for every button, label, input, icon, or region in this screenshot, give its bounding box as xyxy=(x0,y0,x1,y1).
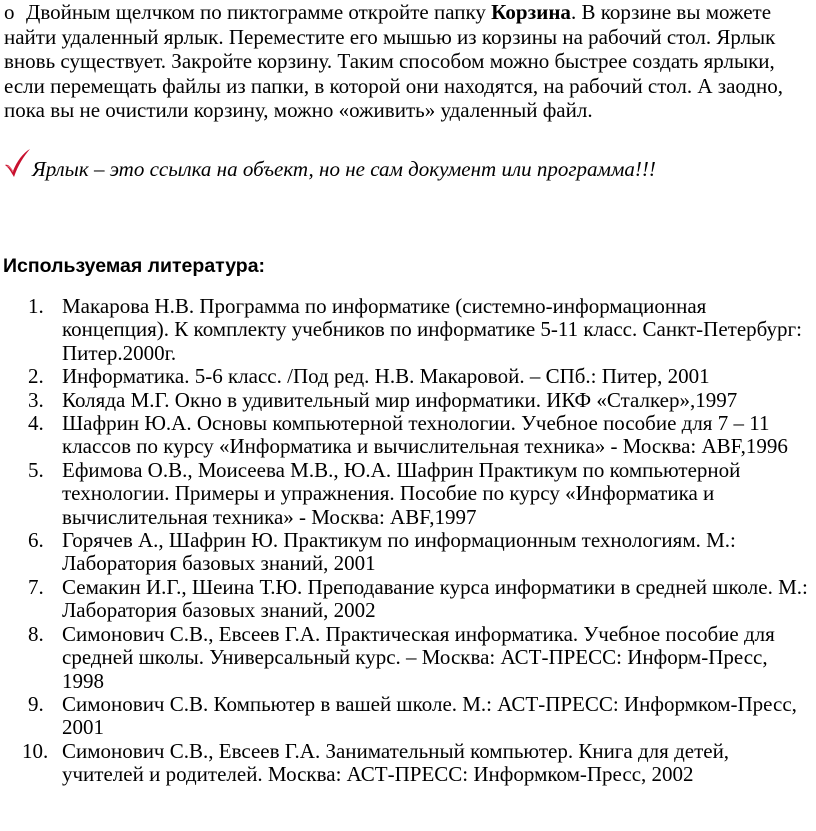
list-number: 6. xyxy=(28,528,44,553)
list-number: 10. xyxy=(22,738,49,763)
literature-text: Горячев А., Шафрин Ю. Практикум по информационным технологиям. М.: Лаборатория базовых знаний, 2001 xyxy=(62,528,736,576)
list-number: 5. xyxy=(28,457,44,482)
literature-text: Коляда М.Г. Окно в удивительный мир информатики. ИКФ «Сталкер»,1997 xyxy=(62,387,738,412)
literature-item xyxy=(0,389,816,412)
literature-item xyxy=(0,623,816,693)
checkmark-icon xyxy=(2,147,32,181)
literature-text: Симонович С.В., Евсеев Г.А. Занимательный компьютер. Книга для детей, учителей и родителей. Москва: АСТ-ПРЕСС: Информком-Пресс, 2002 xyxy=(62,738,730,787)
recycle-bin-term: Корзина xyxy=(491,0,571,24)
list-number: 1. xyxy=(28,294,44,318)
literature-item xyxy=(0,365,816,388)
list-number: 7. xyxy=(28,574,44,599)
literature-text: Симонович С.В. Компьютер в вашей школе. М.: АСТ-ПРЕСС: Информком-Пресс, 2001 xyxy=(62,691,797,740)
literature-item xyxy=(0,693,816,740)
intro-text-start: Двойным щелчком по пиктограмме откройте папку xyxy=(26,0,492,24)
list-number: 2. xyxy=(28,364,44,389)
literature-heading: Используемая литература: xyxy=(3,255,266,277)
list-number: 9. xyxy=(28,691,44,716)
literature-text: Шафрин Ю.А. Основы компьютерной технологии. Учебное пособие для 7 – 11 классов по курсу «Информатика и вычислительная техника» - Москва: ABF,1996 xyxy=(62,411,788,459)
note-text: Ярлык – это ссылка на объект, но не сам документ или программа!!! xyxy=(32,157,656,181)
bullet-marker: o xyxy=(4,0,15,24)
literature-list xyxy=(0,295,816,787)
shortcut-note xyxy=(0,147,816,187)
literature-item xyxy=(0,459,816,529)
intro-paragraph xyxy=(4,0,810,123)
literature-text: Информатика. 5-6 класс. /Под ред. Н.В. Макаровой. – СПб.: Питер, 2001 xyxy=(62,364,710,389)
literature-item xyxy=(0,740,816,787)
literature-text: Макарова Н.В. Программа по информатике (системно-информационная концепция). К комплекту учебников по информатике 5-11 класс. Санкт-Петербург: Питер.2000г. xyxy=(62,294,802,365)
literature-text: Ефимова О.В., Моисеева М.В., Ю.А. Шафрин Практикум по компьютерной технологии. Примеры и упражнения. Пособие по курсу «Информатика и вычислительная техника» - Москва: ABF,1997 xyxy=(62,457,741,529)
intro-text-end: . В корзине вы можете найти удаленный ярлык. Переместите его мышью из корзины на рабочий стол. Ярлык вновь существует. Закройте корзину. Таким способом можно быстрее создать ярлыки, если перемещать файлы из папки, в которой они находятся, на рабочий стол. А заодно, пока вы не очистили корзину, можно «оживить» удаленный файл. xyxy=(4,0,783,123)
literature-text: Семакин И.Г., Шеина Т.Ю. Преподавание курса информатики в средней школе. М.: Лаборатория базовых знаний, 2002 xyxy=(62,574,808,623)
literature-item xyxy=(0,412,816,459)
literature-text: Симонович С.В., Евсеев Г.А. Практическая информатика. Учебное пособие для средней школы. Универсальный курс. – Москва: АСТ-ПРЕСС: Информ-Пресс, 1998 xyxy=(62,621,775,693)
list-number: 4. xyxy=(28,411,44,436)
list-number: 8. xyxy=(28,621,44,646)
literature-item xyxy=(0,295,816,365)
literature-item xyxy=(0,576,816,623)
list-number: 3. xyxy=(28,387,44,412)
literature-item xyxy=(0,529,816,576)
